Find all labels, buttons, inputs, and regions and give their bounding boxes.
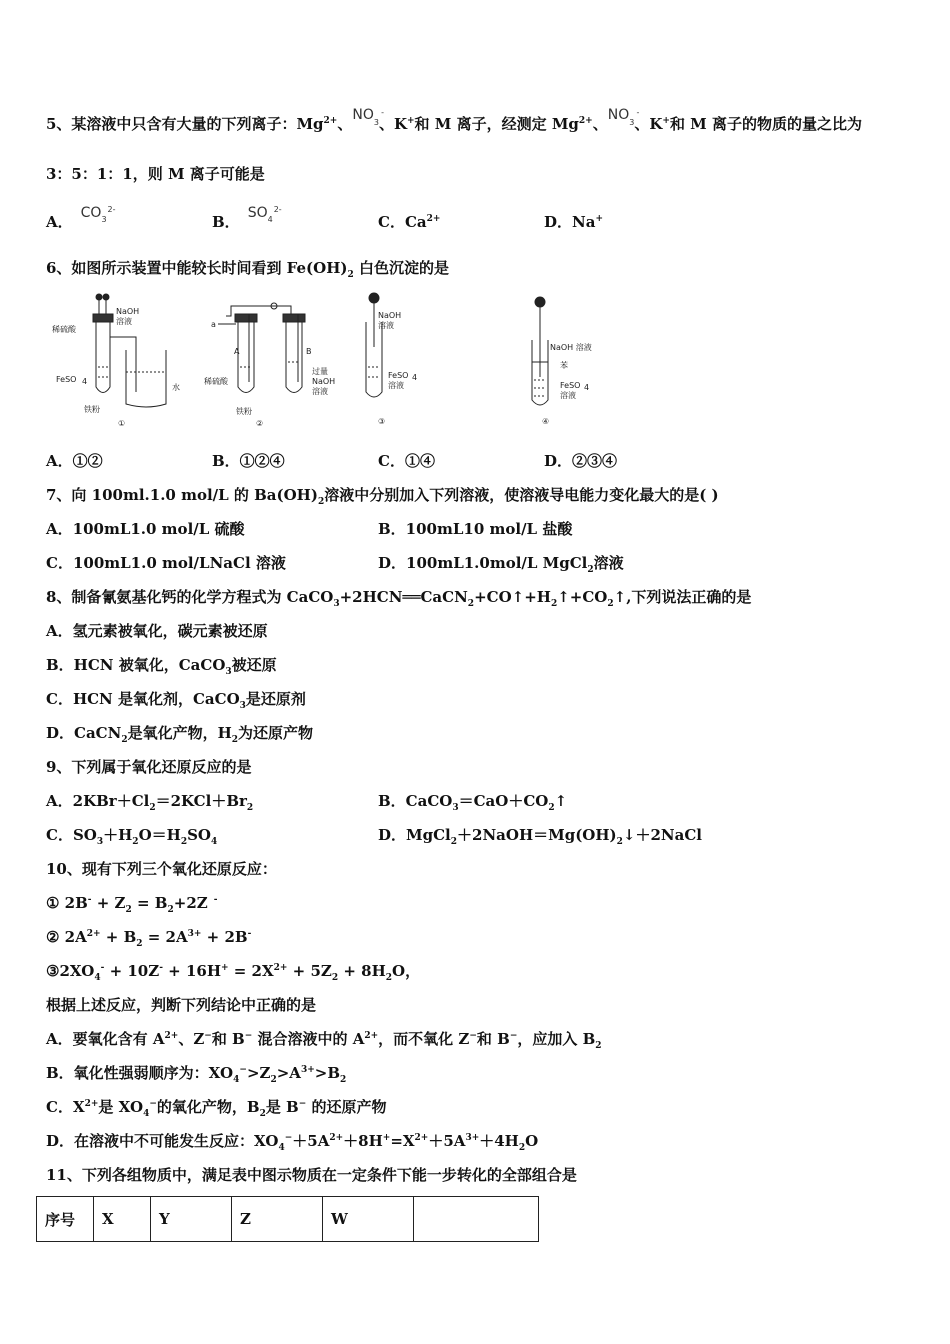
label-water: 水 [172, 383, 180, 392]
label-solution-4: 溶液 [560, 391, 576, 400]
label-dilute-acid-2: 稀硫酸 [204, 377, 228, 386]
q7-option-c[interactable]: C．100mL1.0 mol/LNaCl 溶液 [46, 554, 286, 572]
label-apparatus-2: ② [256, 419, 264, 428]
label-apparatus-3: ③ [378, 417, 386, 426]
q9-option-b[interactable]: B．$CaCO_3=CaO+CO_2↑$ [378, 792, 568, 813]
q9-option-a[interactable]: A．$2KBr+Cl_2=2KCl+Br_2$ [46, 792, 254, 813]
header-index: 序号 [37, 1197, 94, 1242]
q9-stem: 9、下列属于氧化还原反应的是 [46, 758, 252, 776]
header-empty [414, 1197, 539, 1242]
q10-reaction-2: ② $2A^{2+} + B_2 = 2A^{3+} + 2B^-$ [46, 928, 252, 949]
label-excess: 过量 [312, 367, 328, 376]
q8-option-b[interactable]: B．HCN 被氧化，CaCO$_3$被还原 [46, 656, 277, 677]
label-naoh-4: NaOH 溶液 [550, 343, 592, 352]
q6-option-d[interactable]: D．②③④ [544, 452, 618, 470]
q8-option-c[interactable]: C．HCN 是氧化剂，CaCO$_3$是还原剂 [46, 690, 306, 711]
q5-line2: 3：5：1：1，则 M 离子可能是 [46, 165, 265, 183]
label-solution-1: 溶液 [116, 317, 132, 326]
label-benzene: 苯 [560, 361, 568, 370]
label-apparatus-4: ④ [542, 417, 550, 426]
table-header-row [37, 1197, 539, 1242]
svg-text:4: 4 [584, 383, 590, 392]
label-dilute-acid-1: 稀硫酸 [52, 325, 76, 334]
label-feso4-1: FeSO [56, 375, 77, 384]
label-naoh-2: NaOH [312, 377, 336, 386]
header-z: Z [232, 1197, 323, 1242]
label-solution-3: 溶液 [378, 321, 394, 330]
q5-line1: 5、某溶液中只含有大量的下列离子：$Mg^{2+}$、NO - $_3$、K+和 M 离子，经测定 $Mg^{2+}$、NO - $_3$、K+和 M 离子的物质的量之比为 [46, 107, 862, 133]
svg-text:4: 4 [82, 377, 88, 386]
header-y: Y [151, 1197, 232, 1242]
q7-option-b[interactable]: B．100mL10 mol/L 盐酸 [378, 520, 573, 538]
q10-option-d[interactable]: D．在溶液中不可能发生反应：$XO_4^-+5A^{2+}+8H^+=X^{2+}+5A^{3+}+4H_2O$ [46, 1132, 539, 1153]
q11-table [36, 1196, 539, 1242]
q6-option-b[interactable]: B．①②④ [212, 452, 285, 470]
q6-option-a[interactable]: A．①② [46, 452, 103, 470]
label-a: a [211, 320, 216, 329]
label-feso4-4: FeSO [560, 381, 581, 390]
q7-option-a[interactable]: A．100mL1.0 mol/L 硫酸 [46, 520, 245, 538]
q10-option-a[interactable]: A．要氧化含有 $A^{2+}$、Z−和 B− 混合溶液中的 $A^{2+}$，而不氧化 Z−和 B−，应加入 $B_2$ [46, 1030, 602, 1051]
q7-option-d[interactable]: D．100mL1.0mol/L MgCl$_2$溶液 [378, 554, 624, 575]
apparatus-figure [46, 292, 646, 432]
q10-reaction-1: ① $2B^- + Z_2 = B_2+2Z$ - [46, 894, 218, 915]
label-naoh-3: NaOH [378, 311, 402, 320]
q8-option-d[interactable]: D．CaCN$_2$是氧化产物，$H_2$为还原产物 [46, 724, 314, 745]
q10-reaction-3: $③2XO_4^- + 10Z^- + 16H^+ = 2X^{2+} + 5Z_2 + 8H_2O$， [46, 962, 421, 983]
q6-option-c[interactable]: C．①④ [378, 452, 435, 470]
q5-option-a[interactable]: A． CO 2- $_3$ [46, 205, 116, 231]
q5-option-b[interactable]: B． SO 2- $_4$ [212, 205, 282, 231]
q6-stem: 6、如图所示装置中能较长时间看到 $Fe(OH)_2$ 白色沉淀的是 [46, 259, 449, 280]
q10-stem: 10、现有下列三个氧化还原反应： [46, 860, 277, 878]
q10-option-b[interactable]: B．氧化性强弱顺序为：$XO_4^->Z_2>A^{3+}>B_2$ [46, 1064, 347, 1085]
q5-option-d[interactable]: D．Na+ [544, 213, 603, 231]
header-w: W [323, 1197, 414, 1242]
nitrate-ion-2: NO - $_3$ [607, 107, 640, 127]
q11-stem: 11、下列各组物质中，满足表中图示物质在一定条件下能一步转化的全部组合是 [46, 1166, 577, 1184]
q5-option-c[interactable]: C．$Ca^{2+}$ [378, 213, 441, 231]
label-naoh-1: NaOH [116, 307, 140, 316]
label-iron-powder-2: 铁粉 [236, 407, 252, 416]
q8-stem: 8、制备氰氨基化钙的化学方程式为 $CaCO_3+2HCN══CaCN_2+CO↑+H_2↑+CO_2↑$,下列说法正确的是 [46, 588, 752, 609]
q9-option-c[interactable]: C．$SO_3+H_2O=H_2SO_4$ [46, 826, 218, 847]
label-feso4-3: FeSO [388, 371, 409, 380]
label-apparatus-1: ① [118, 419, 126, 428]
nitrate-ion: NO - $_3$ [352, 107, 384, 127]
label-iron-powder-1: 铁粉 [84, 405, 100, 414]
q9-option-d[interactable]: D．$MgCl_2+2NaOH=Mg(OH)_2↓+2NaCl$ [378, 826, 702, 847]
label-B: B [306, 347, 312, 356]
label-A: A [234, 347, 240, 356]
svg-text:4: 4 [412, 373, 418, 382]
label-solution-3b: 溶液 [388, 381, 404, 390]
q10-judge: 根据上述反应，判断下列结论中正确的是 [46, 996, 317, 1014]
q10-option-c[interactable]: C．$X^{2+}$是 $XO_4^-$的氧化产物，$B_2$是 B− 的还原产物 [46, 1098, 387, 1119]
label-solution-2: 溶液 [312, 387, 328, 396]
header-x: X [94, 1197, 151, 1242]
q7-stem: 7、向 100ml.1.0 mol/L 的 $Ba(OH)_2$溶液中分别加入下列溶液，使溶液导电能力变化最大的是( ) [46, 486, 719, 507]
q8-option-a[interactable]: A．氢元素被氧化，碳元素被还原 [46, 622, 268, 640]
